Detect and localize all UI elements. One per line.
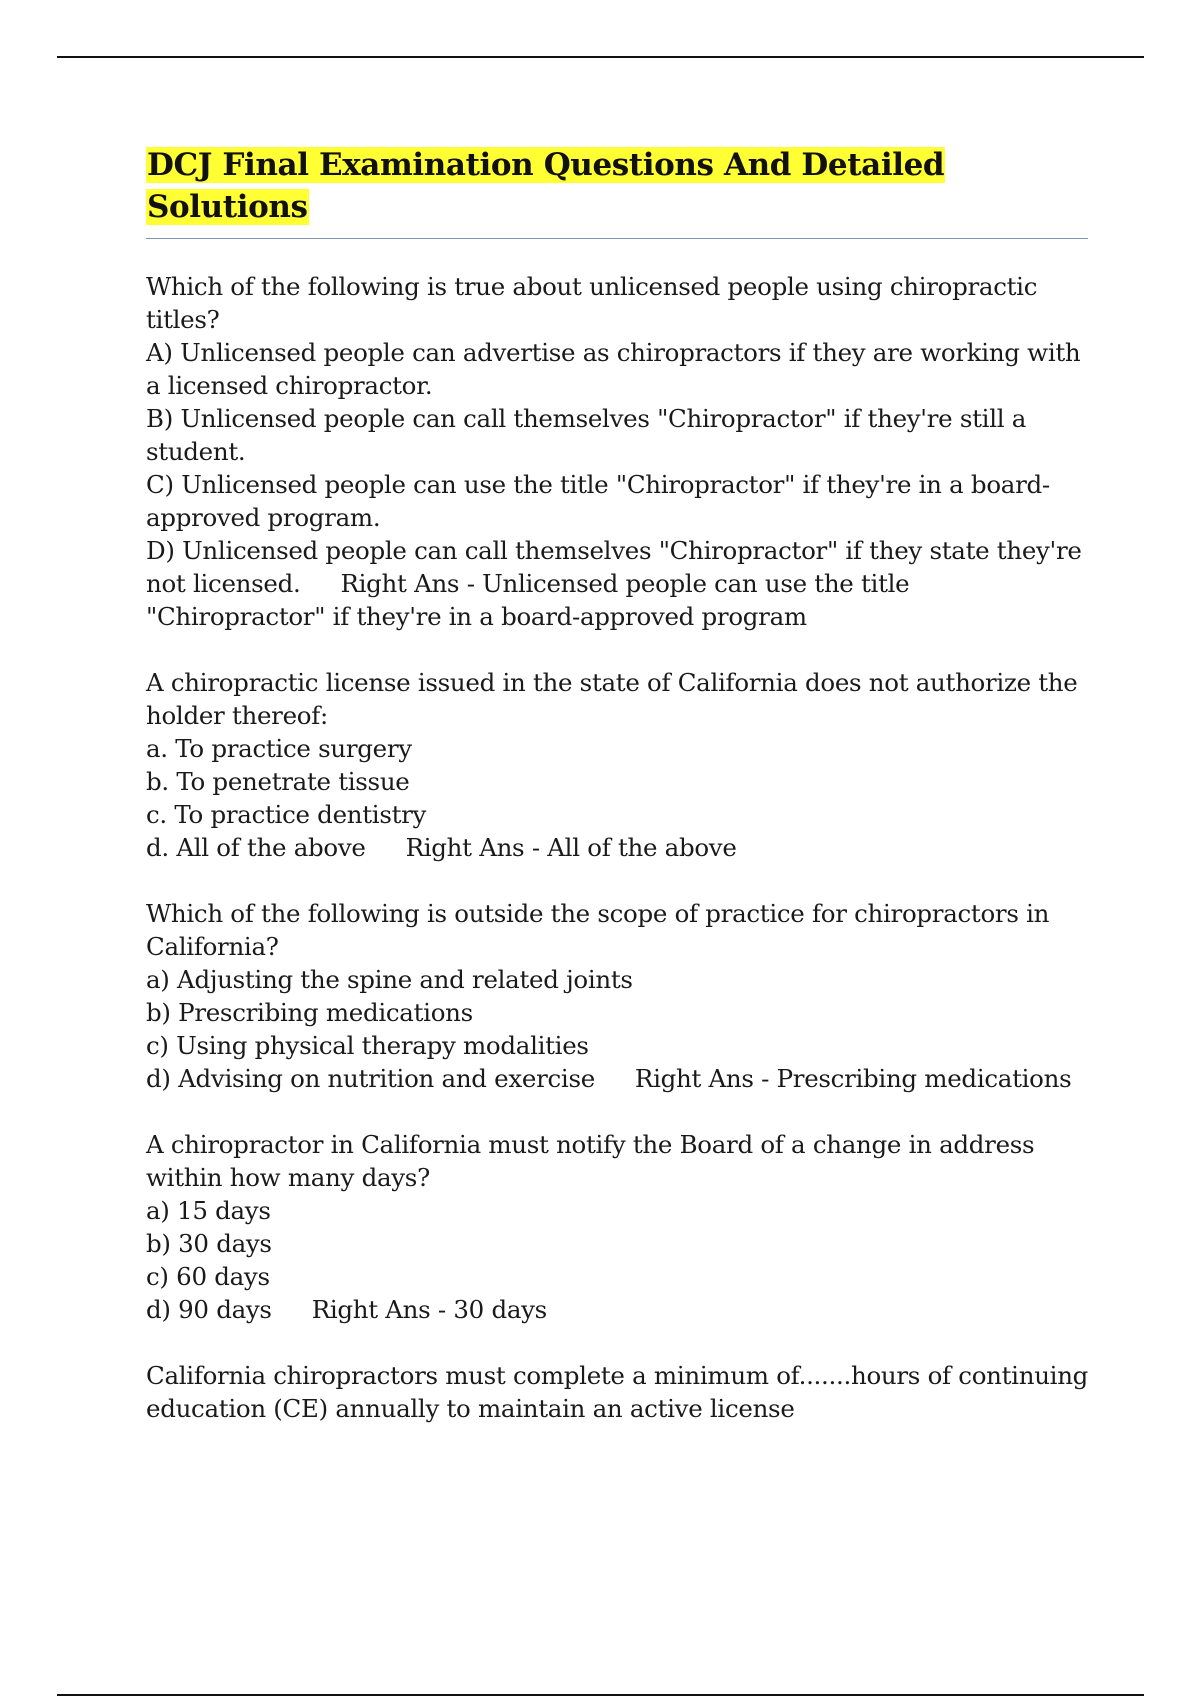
right-answer: Right Ans - All of the above (405, 833, 737, 862)
option: a) Adjusting the spine and related joints (146, 965, 633, 994)
question-text: California chiropractors must complete a minimum of.......hours of continuing education (CE) annually to maintain an active license (146, 1361, 1089, 1423)
document-title (146, 144, 986, 228)
option: d) 90 days (146, 1295, 272, 1324)
option-with-answer (146, 534, 1096, 633)
page-bottom-rule (57, 1694, 1144, 1696)
option-with-answer (146, 831, 1096, 864)
question-block-3 (146, 897, 1096, 1095)
option: b) 30 days (146, 1229, 272, 1258)
option: c. To practice dentistry (146, 800, 427, 829)
option: C) Unlicensed people can use the title "Chiropractor" if they're in a board-approved program. (146, 470, 1050, 532)
option: c) 60 days (146, 1262, 270, 1291)
option-with-answer (146, 1293, 1096, 1326)
question-text: A chiropractic license issued in the state of California does not authorize the holder thereof: (146, 668, 1078, 730)
option: b) Prescribing medications (146, 998, 473, 1027)
right-answer: Right Ans - Unlicensed people can use the title "Chiropractor" if they're in a board-approved program (146, 569, 910, 631)
question-text: Which of the following is true about unlicensed people using chiropractic titles? (146, 272, 1038, 334)
option: a. To practice surgery (146, 734, 412, 763)
title-block (146, 144, 986, 228)
option: D) Unlicensed people can call themselves "Chiropractor" if they state they're not licensed. (146, 536, 1082, 598)
option: A) Unlicensed people can advertise as chiropractors if they are working with a licensed chiropractor. (146, 338, 1081, 400)
option: a) 15 days (146, 1196, 271, 1225)
right-answer: Right Ans - Prescribing medications (634, 1064, 1072, 1093)
questions-list (146, 270, 1096, 1458)
question-text: Which of the following is outside the scope of practice for chiropractors in California? (146, 899, 1050, 961)
option: b. To penetrate tissue (146, 767, 410, 796)
title-underline-rule (146, 238, 1088, 239)
option-with-answer (146, 1062, 1096, 1095)
page-top-rule (57, 56, 1144, 58)
question-text: A chiropractor in California must notify the Board of a change in address within how many days? (146, 1130, 1035, 1192)
option: d. All of the above (146, 833, 366, 862)
document-title-text: DCJ Final Examination Questions And Detailed Solutions (147, 147, 945, 225)
option: c) Using physical therapy modalities (146, 1031, 589, 1060)
question-block-2 (146, 666, 1096, 864)
option: B) Unlicensed people can call themselves "Chiropractor" if they're still a student. (146, 404, 1027, 466)
option: d) Advising on nutrition and exercise (146, 1064, 595, 1093)
question-block-4 (146, 1128, 1096, 1326)
question-block-5 (146, 1359, 1096, 1425)
right-answer: Right Ans - 30 days (311, 1295, 547, 1324)
question-block-1 (146, 270, 1096, 633)
